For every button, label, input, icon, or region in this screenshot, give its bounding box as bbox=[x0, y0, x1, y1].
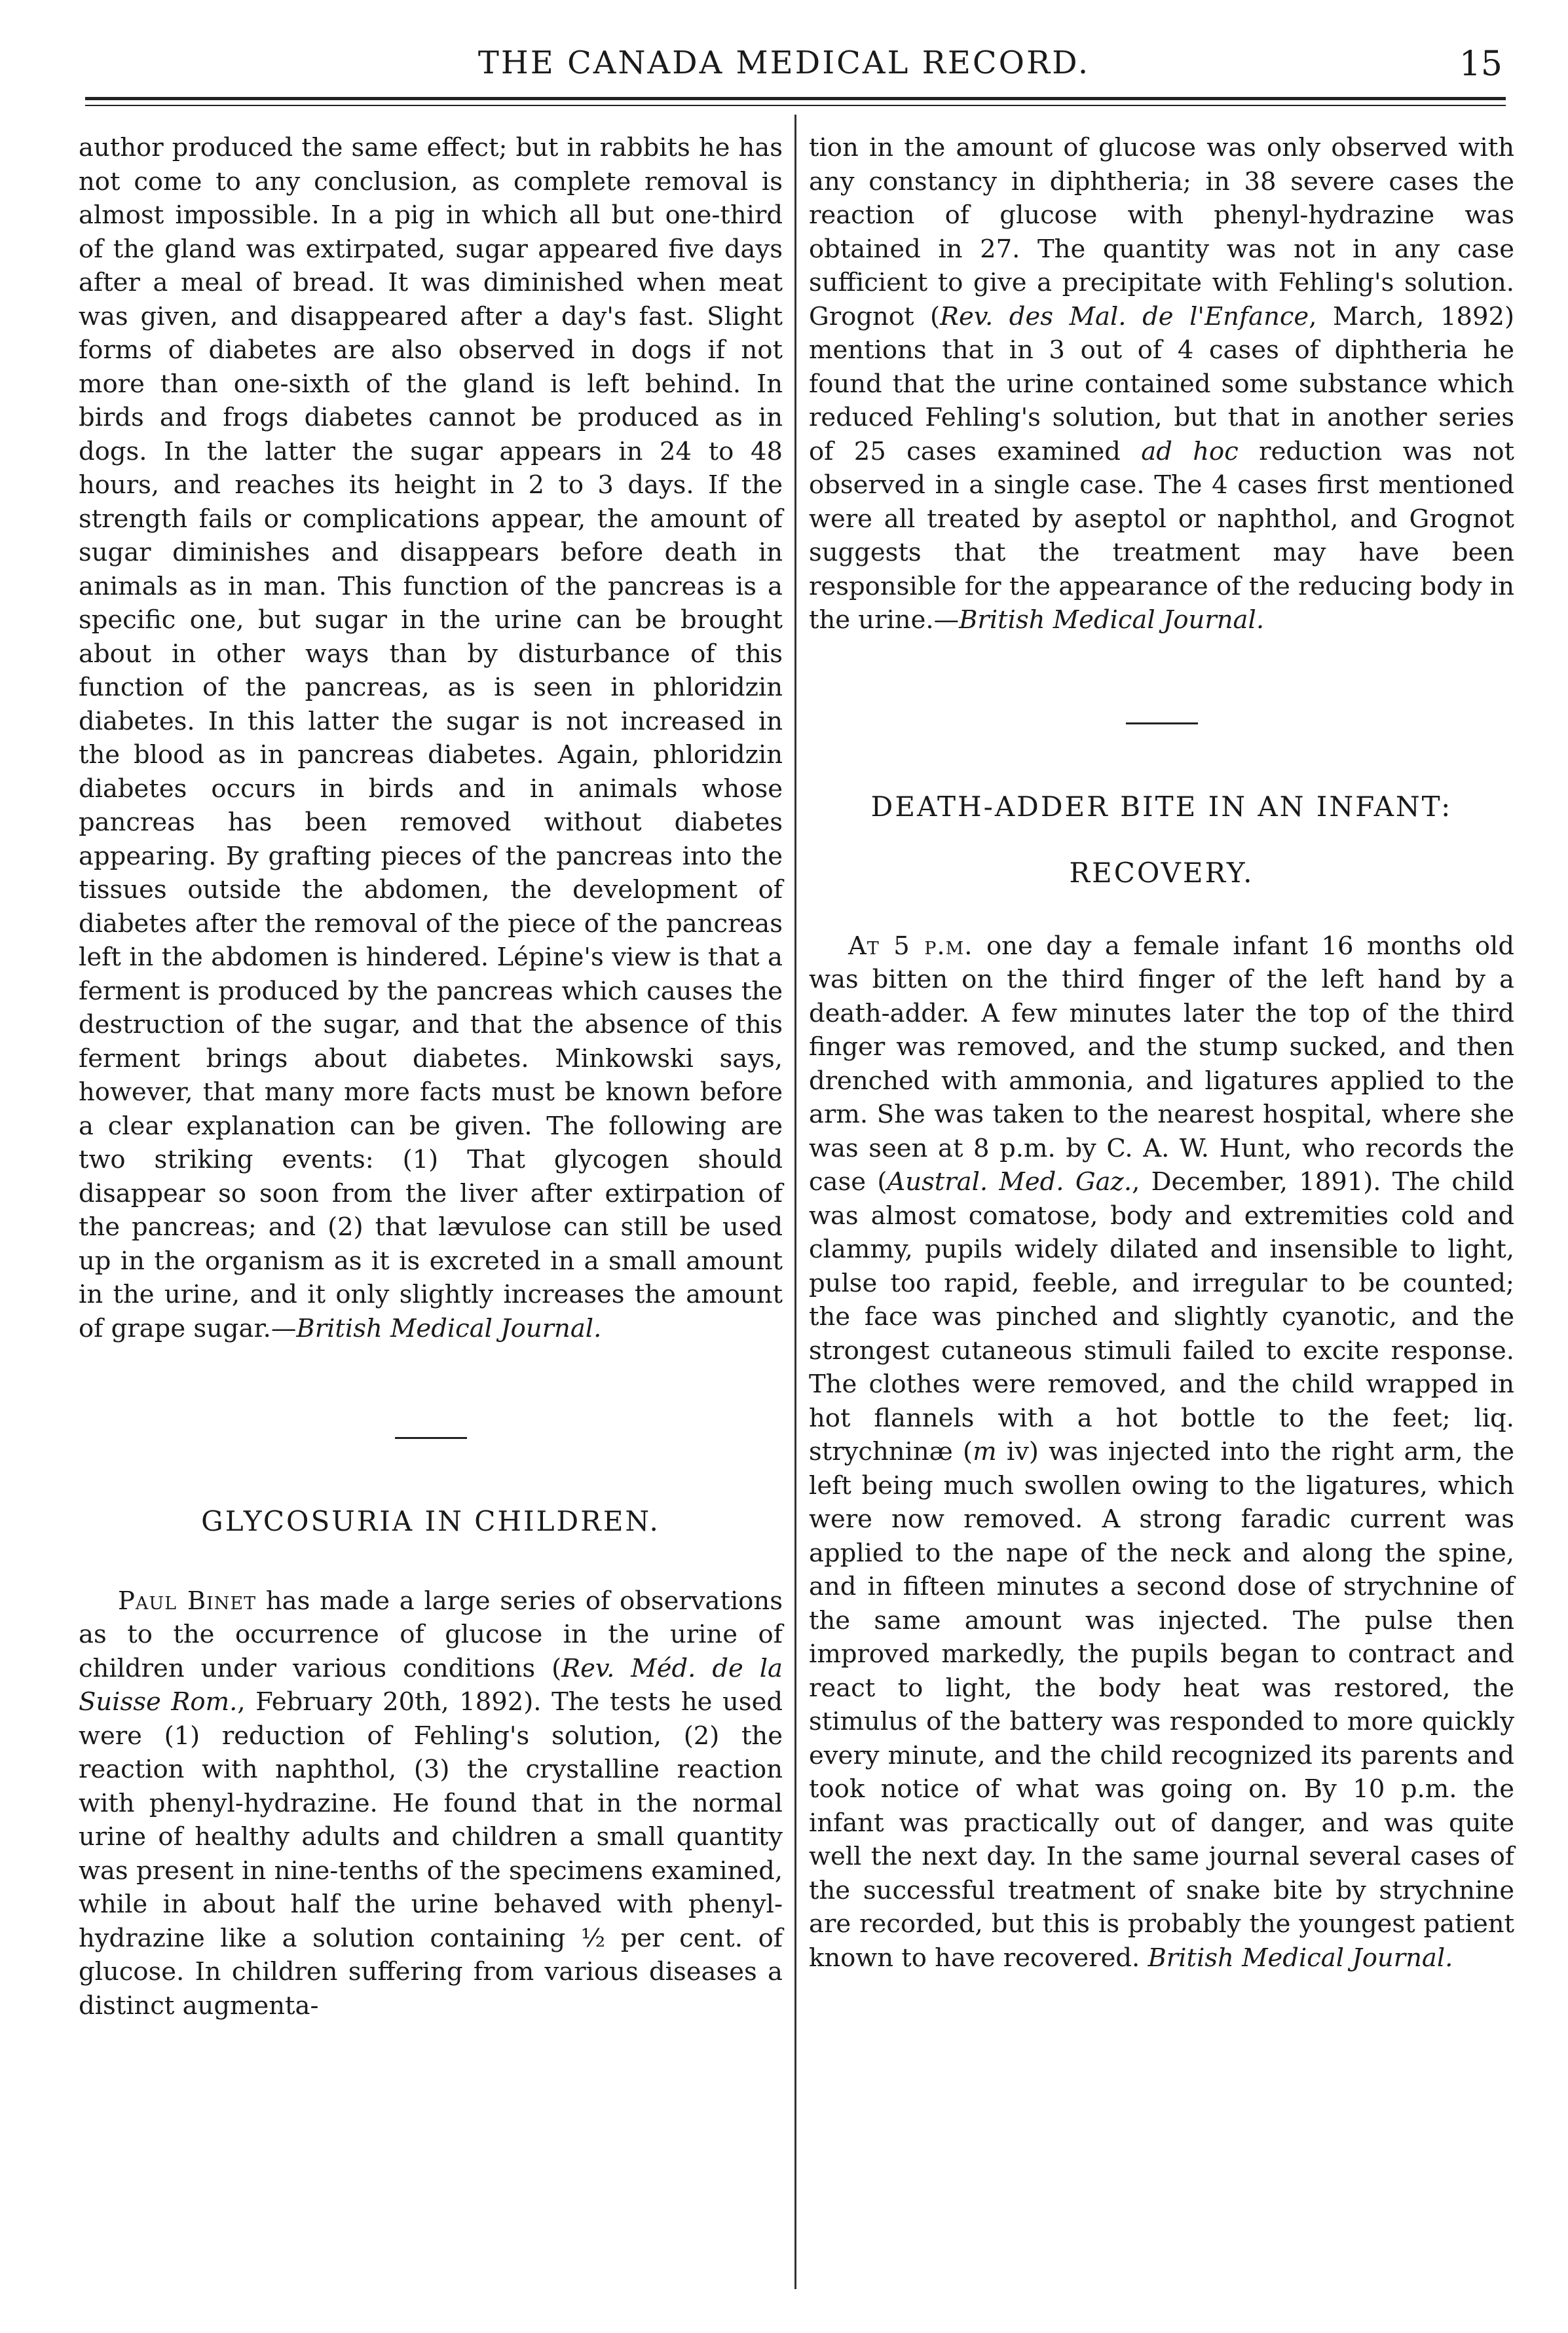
right-paragraph-2-citation: British Medical Journal. bbox=[1148, 1943, 1453, 1973]
left-paragraph-2-reference: Rev. Méd. de la Suisse Rom. bbox=[79, 1653, 783, 1717]
right-paragraph-1-citation: British Medical Journal. bbox=[959, 605, 1265, 635]
header-rule-thin bbox=[85, 105, 1506, 106]
right-paragraph-1-text-a: tion in the amount of glucose was only observed with any constancy in diphtheria; in 38 severe cases the reaction of glucose with phenyl-hydrazine was obtained in 27. The quantity was not in any case sufficient to give a precipitate with Fehling's solution. Grognot ( bbox=[809, 133, 1514, 331]
column-divider bbox=[794, 115, 796, 2289]
heading-glycosuria: GLYCOSURIA IN CHILDREN. bbox=[201, 1505, 660, 1537]
running-title: THE CANADA MEDICAL RECORD. bbox=[477, 45, 1091, 81]
right-paragraph-2 bbox=[809, 929, 1514, 1975]
left-paragraph-1-citation: British Medical Journal. bbox=[296, 1313, 602, 1343]
right-paragraph-2-lead: At 5 p.m. bbox=[848, 931, 973, 961]
right-paragraph-1-ad-hoc: ad hoc bbox=[1141, 436, 1239, 466]
left-paragraph-1-text: author produced the same effect; but in rabbits he has not come to any conclusion, as complete removal is almost impossible. In a pig in which all but one-third of the gland was extirpated, sugar appeared five days after a meal of bread. It was diminished when meat was given, and disappeared after a day's fast. Slight forms of diabetes are also observed in dogs if not more than one-sixth of the gland is left behind. In birds and frogs diabetes cannot be produced as in dogs. In the latter the sugar appears in 24 to 48 hours, and reaches its height in 2 to 3 days. If the strength fails or complications appear, the amount of sugar diminishes and disappears before death in animals as in man. This function of the pancreas is a specific one, but sugar in the urine can be brought about in other ways than by disturbance of this function of the pancreas, as is seen in phloridzin diabetes. In this latter the sugar is not increased in the blood as in pancreas diabetes. Again, phloridzin diabetes occurs in birds and in animals whose pancreas has been removed without diabetes appearing. By grafting pieces of the pancreas into the tissues outside the abdomen, the development of diabetes after the removal of the piece of the pancreas left in the abdomen is hindered. Lépine's view is that a ferment is produced by the pancreas which causes the destruction of the sugar, and that the absence of this ferment brings about diabetes. Minkowski says, however, that many more facts must be known before a clear explanation can be given. The following are two striking events: (1) That glycogen should disappear so soon from the liver after extirpation of the pancreas; and (2) that lævulose can still be used up in the organism as it is excreted in a small amount in the urine, and it only slightly increases the amount of grape sugar.— bbox=[79, 133, 783, 1343]
left-paragraph-2 bbox=[79, 1584, 783, 2023]
left-column bbox=[79, 131, 783, 2274]
right-paragraph-1 bbox=[809, 131, 1514, 637]
header-rule-thick bbox=[85, 97, 1506, 100]
right-paragraph-2-text-c: iv) was injected into the right arm, the left being much swollen owing to the ligatures, which were now removed. A strong faradic current was applied to the nape of the neck and along the spine, and in fifteen minutes a second dose of strychnine of the same amount was injected. The pulse then improved markedly, the pupils began to contract and react to light, the body heat was restored, the stimulus of the battery was responded to more quickly every minute, and the child recognized its parents and took notice of what was going on. By 10 p.m. the infant was practically out of danger, and was quite well the next day. In the same journal several cases of the successful treatment of snake bite by strychnine are recorded, but this is probably the youngest patient known to have recovered. bbox=[809, 1437, 1514, 1973]
page-number: 15 bbox=[1459, 45, 1503, 84]
running-head bbox=[0, 39, 1568, 98]
left-paragraph-2-lead: Paul Binet bbox=[118, 1586, 257, 1616]
heading-death-adder-line2: RECOVERY. bbox=[1069, 857, 1254, 889]
right-column bbox=[809, 131, 1514, 2274]
right-paragraph-2-text-a: one day a female infant 16 months old was bitten on the third finger of the left hand by a death-adder. A few minutes later the top of the third finger was removed, and the stump sucked, and then drenched with ammonia, and ligatures applied to the arm. She was taken to the nearest hospital, where she was seen at 8 p.m. by C. A. W. Hunt, who records the case ( bbox=[809, 931, 1514, 1197]
heading-death-adder-line1: DEATH-ADDER BITE IN AN INFANT: bbox=[870, 790, 1453, 823]
left-paragraph-1 bbox=[79, 131, 783, 1345]
right-paragraph-2-reference: Austral. Med. Gaz. bbox=[887, 1167, 1132, 1197]
left-paragraph-2-text-a: has made a large series of observations as to the occurrence of glucose in the urine of children under various conditions ( bbox=[79, 1586, 783, 1683]
right-paragraph-2-dose-symbol: m bbox=[973, 1437, 997, 1466]
right-paragraph-1-reference: Rev. des Mal. de l'Enfance bbox=[940, 301, 1309, 331]
left-paragraph-2-text-b: , February 20th, 1892). The tests he used were (1) reduction of Fehling's solution, (2) the reaction with naphthol, (3) the crystalline reaction with phenyl-hydrazine. He found that in the normal urine of healthy adults and children a small quantity was present in nine-tenths of the specimens examined, while in about half the urine behaved with phenyl-hydrazine like a solution containing ½ per cent. of glucose. In children suffering from various diseases a distinct augmenta- bbox=[79, 1687, 783, 2021]
right-paragraph-2-text-b: , December, 1891). The child was almost comatose, body and extremities cold and clammy, pupils widely dilated and insensible to light, pulse too rapid, feeble, and irregular to be counted; the face was pinched and slightly cyanotic, and the strongest cutaneous stimuli failed to excite response. The clothes were removed, and the child wrapped in hot flannels with a hot bottle to the feet; liq. strychninæ ( bbox=[809, 1167, 1514, 1466]
right-paragraph-1-text-b: , March, 1892) mentions that in 3 out of 4 cases of diphtheria he found that the urine contained some substance which reduced Fehling's solution, but that in another series of 25 cases examined bbox=[809, 301, 1514, 466]
right-paragraph-1-text-c: reduction was not observed in a single case. The 4 cases first mentioned were all treated by aseptol or naphthol, and Grognot suggests that the treatment may have been responsible for the appearance of the reducing body in the urine.— bbox=[809, 436, 1515, 635]
